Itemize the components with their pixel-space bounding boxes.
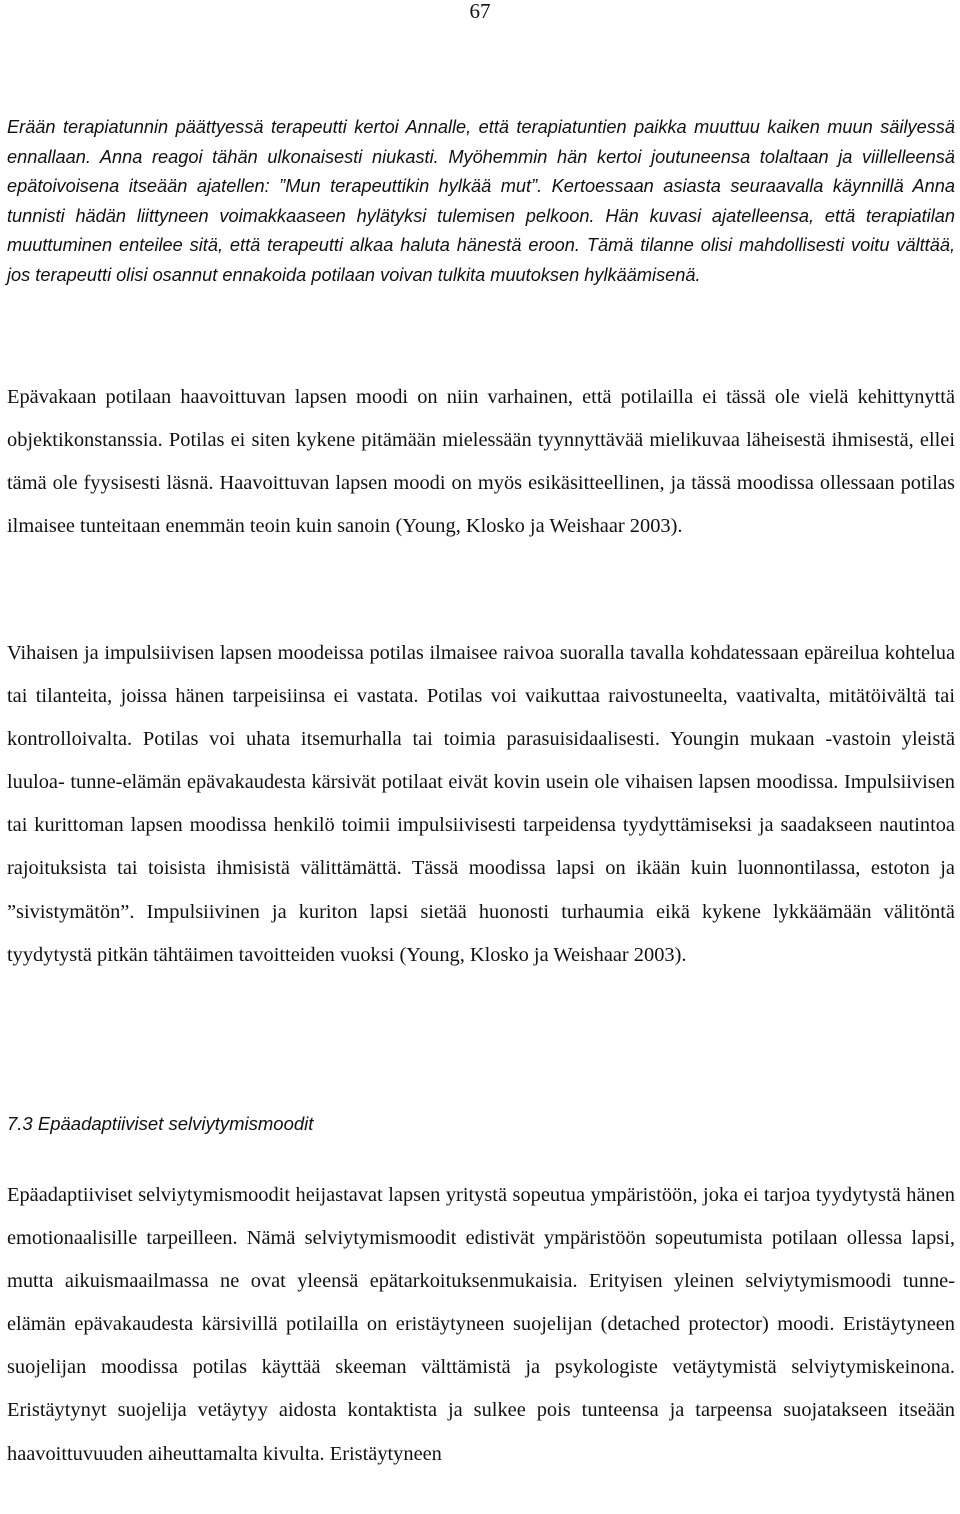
body-paragraph-angry-impulsive-child: Vihaisen ja impulsiivisen lapsen moodeissa potilas ilmaisee raivoa suoralla tavalla kohdatessaan epäreilua kohtelua tai tilanteita, joissa hänen tarpeisiinsa ei vastata. Potilas voi vaikuttaa raivostuneelta, vaativalta, mitätöivältä tai kontrolloivalta. Potilas voi uhata itsemurhalla tai toimia parasuisidaalisesti. Youngin mukaan -vastoin yleistä luuloa- tunne-elämän epävakaudesta kärsivät potilaat eivät kovin usein ole vihaisen lapsen moodissa. Impulsiivisen tai kurittoman lapsen moodissa henkilö toimii impulsiivisesti tarpeidensa tyydyttämiseksi ja saadakseen nautintoa rajoituksista tai toisista ihmisistä välittämättä. Tässä moodissa lapsi on ikään kuin luonnontilassa, estoton ja ”sivistymätön”. Impulsiivinen ja kuriton lapsi sietää huonosti turhaumia eikä kykene lykkäämään välitöntä tyydytystä pitkän tähtäimen tavoitteiden vuoksi (Young, Klosko ja Weishaar 2003). — [7, 642, 955, 966]
case-example-quote: Erään terapiatunnin päättyessä terapeutti kertoi Annalle, että terapiatuntien paikka muuttuu kaiken muun säilyessä ennallaan. Anna reagoi tähän ulkonaisesti niukasti. Myöhemmin hän kertoi joutuneensa tolaltaan ja viillelleensä epätoivoisena itseään ajatellen: ”Mun terapeuttikin hylkää mut”. Kertoessaan asiasta seuraavalla käynnillä Anna tunnisti hädän liittyneen voimakkaaseen hylätyksi tulemisen pelkoon. Hän kuvasi ajatelleensa, että terapiatilan muuttuminen enteilee sitä, että terapeutti alkaa haluta hänestä eroon. Tämä tilanne olisi mahdollisesti voitu välttää, jos terapeutti olisi osannut ennakoida potilaan voivan tulkita muutoksen hylkäämisenä. — [7, 117, 955, 285]
body-paragraph-vulnerable-child: Epävakaan potilaan haavoittuvan lapsen moodi on niin varhainen, että potilailla ei tässä ole vielä kehittynyttä objektikonstanssia. Potilas ei siten kykene pitämään mielessään tyynnyttävää mielikuvaa läheisestä ihmisestä, ellei tämä ole fyysisesti läsnä. Haavoittuvan lapsen moodi on myös esikäsitteellinen, ja tässä moodissa ollessaan potilas ilmaisee tunteitaan enemmän teoin kuin sanoin (Young, Klosko ja Weishaar 2003). — [7, 386, 955, 538]
section-heading: 7.3 Epäadaptiiviset selviytymismoodit — [7, 1113, 314, 1134]
body-paragraph-coping-modes: Epäadaptiiviset selviytymismoodit heijastavat lapsen yritystä sopeutua ympäristöön, joka ei tarjoa tyydytystä hänen emotionaalisille tarpeilleen. Nämä selviytymismoodit edistivät ympäristöön sopeutumista potilaan ollessa lapsi, mutta aikuismaailmassa ne ovat yleensä epätarkoituksenmukaisia. Erityisen yleinen selviytymismoodi tunne-elämän epävakaudesta kärsivillä potilailla on eristäytyneen suojelijan (detached protector) moodi. Eristäytyneen suojelijan moodissa potilas käyttää skeeman välttämistä ja psykologiste vetäytymistä selviytymiskeinona. Eristäytynyt suojelija vetäytyy aidosta kontaktista ja sulkee pois tunteensa ja tarpeensa suojatakseen itseään haavoittuvuuden aiheuttamalta kivulta. Eristäytyneen — [7, 1184, 955, 1465]
page-number: 67 — [469, 0, 491, 23]
